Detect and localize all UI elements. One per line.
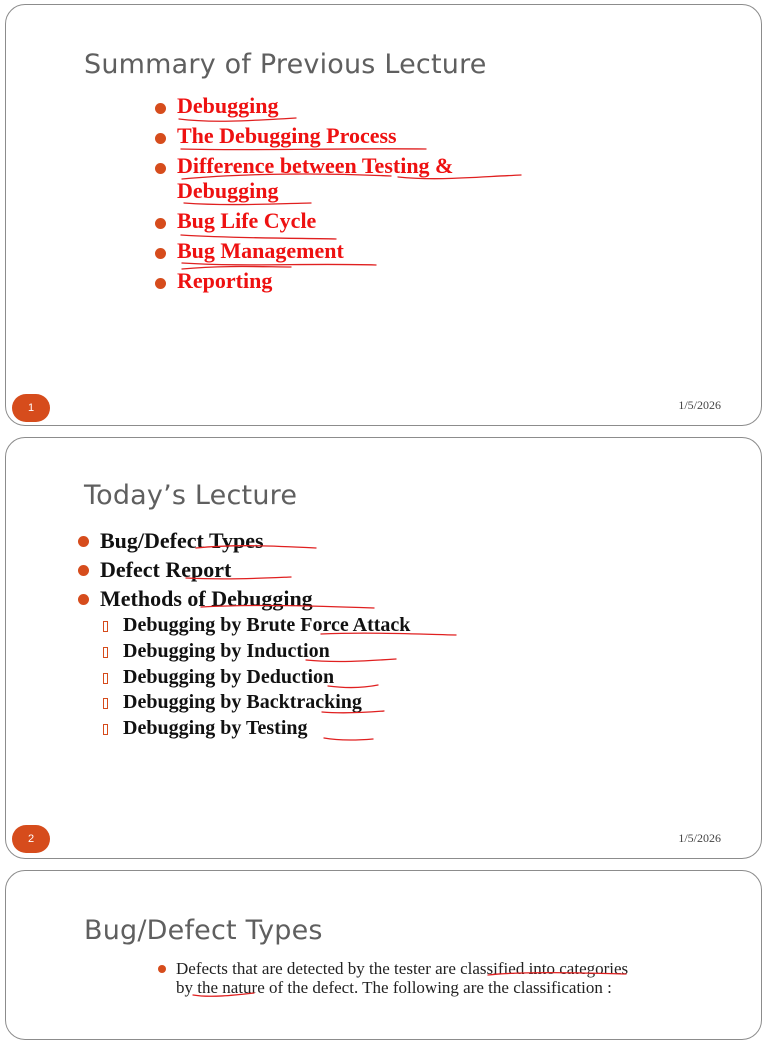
sub-list-item: Debugging by Deduction [123, 665, 410, 691]
bullet-list [177, 93, 453, 298]
bullet-dot-icon [155, 248, 166, 259]
slide-title: Today’s Lecture [84, 480, 298, 511]
square-bullet-icon [103, 698, 108, 709]
bullet-dot-icon [155, 163, 166, 174]
sub-list-item: Debugging by Brute Force Attack [123, 613, 410, 639]
slide-3 [5, 870, 762, 1040]
list-item: The Debugging Process [177, 123, 453, 148]
page-number-badge: 1 [12, 394, 50, 422]
slide-2 [5, 437, 762, 859]
slide-date: 1/5/2026 [678, 398, 721, 412]
bullet-dot-icon [78, 594, 89, 605]
list-item: Bug Life Cycle [177, 208, 453, 233]
list-item-continuation: Debugging [177, 178, 279, 203]
bullet-dot-icon [78, 565, 89, 576]
bullet-dot-icon [155, 278, 166, 289]
slide-title: Bug/Defect Types [84, 915, 323, 946]
slide-1 [5, 4, 762, 426]
list-item: Bug/Defect Types [100, 526, 313, 555]
bullet-list [176, 959, 646, 997]
list-item: Bug Management [177, 238, 453, 263]
slide-date: 1/5/2026 [678, 831, 721, 845]
list-item: Methods of Debugging [100, 584, 313, 613]
bullet-dot-icon [78, 536, 89, 547]
bullet-dot-icon [158, 965, 166, 973]
sub-list-item: Debugging by Testing [123, 716, 410, 742]
list-item: Debugging [177, 93, 453, 118]
list-item: Difference between Testing & [177, 153, 453, 178]
handwritten-underlines [6, 871, 762, 1040]
bullet-dot-icon [155, 133, 166, 144]
bullet-dot-icon [155, 218, 166, 229]
bullet-list [100, 526, 313, 613]
square-bullet-icon [103, 673, 108, 684]
sub-list-item: Debugging by Induction [123, 639, 410, 665]
square-bullet-icon [103, 724, 108, 735]
list-item: Defect Report [100, 555, 313, 584]
bullet-dot-icon [155, 103, 166, 114]
square-bullet-icon [103, 621, 108, 632]
list-item: Reporting [177, 268, 453, 293]
sub-list-item: Debugging by Backtracking [123, 690, 410, 716]
square-bullet-icon [103, 647, 108, 658]
slide-title: Summary of Previous Lecture [84, 49, 487, 80]
sub-bullet-list [123, 613, 410, 742]
page-number-badge: 2 [12, 825, 50, 853]
list-item: Defects that are detected by the tester are classified into categories by the nature of the defect. The following are the classification : [176, 959, 646, 997]
